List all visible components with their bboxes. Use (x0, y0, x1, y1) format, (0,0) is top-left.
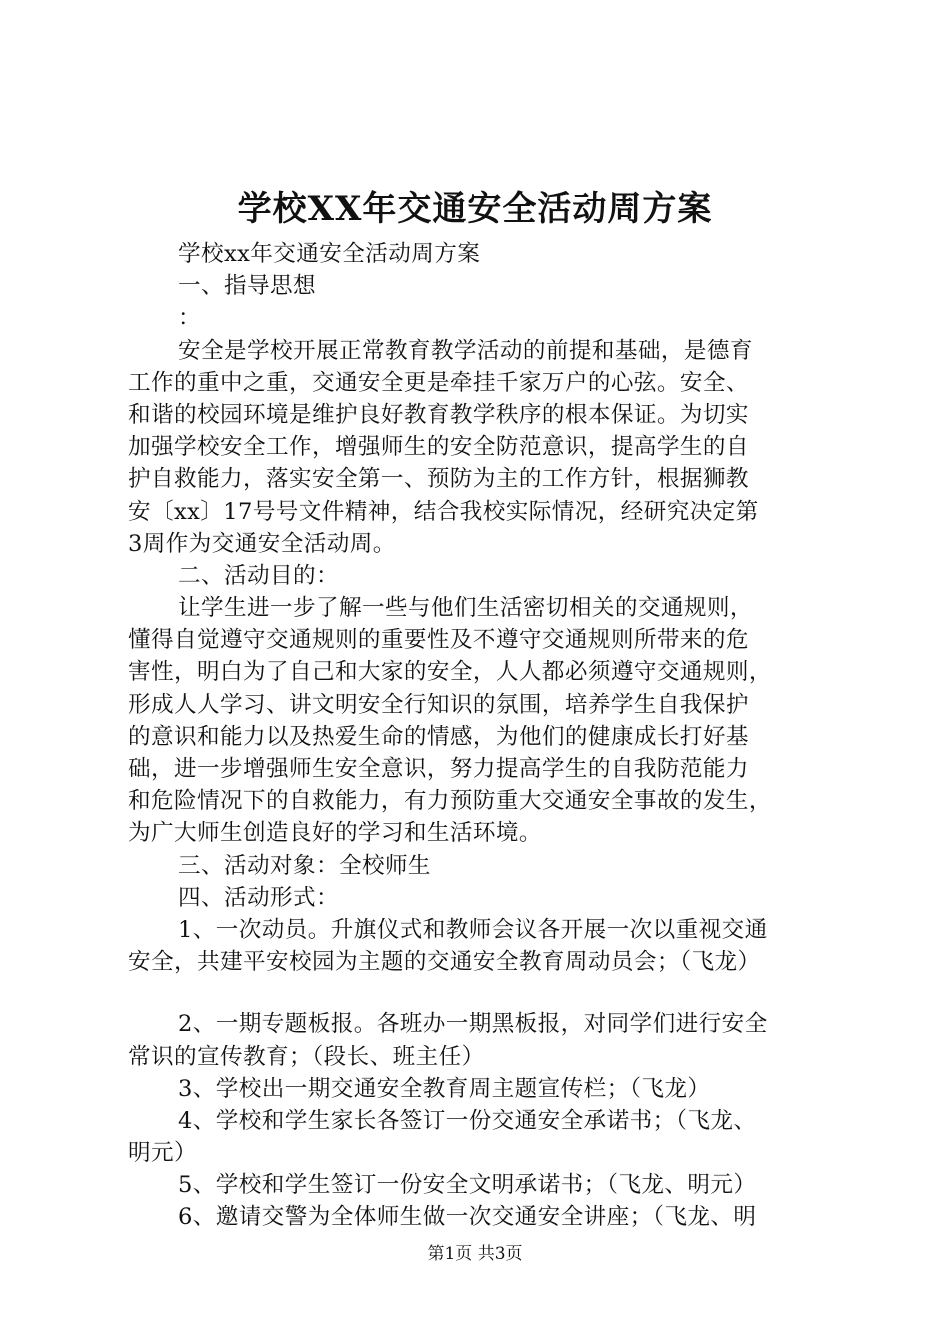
paragraph-line: 3周作为交通安全活动周。 (128, 530, 396, 557)
paragraph-line: 懂得自觉遵守交通规则的重要性及不遵守交通规则所带来的危 (128, 627, 749, 654)
list-item-line: 5、学校和学生签订一份安全文明承诺书；（飞龙、明元） (178, 1172, 757, 1199)
list-item-line: 明元） (128, 1140, 197, 1167)
text-line: ： (178, 305, 201, 332)
section-heading: 四、活动形式： (178, 884, 339, 911)
list-item-line: 安全，共建平安校园为主题的交通安全教育周动员会；（飞龙） (128, 949, 761, 976)
list-item-line: 3、学校出一期交通安全教育周主题宣传栏；（飞龙） (178, 1075, 711, 1102)
paragraph-line: 安〔xx〕17号号文件精神，结合我校实际情况，经研究决定第 (128, 498, 759, 525)
paragraph-line: 让学生进一步了解一些与他们生活密切相关的交通规则， (178, 595, 753, 622)
paragraph-line: 和危险情况下的自救能力，有力预防重大交通安全事故的发生， (128, 788, 772, 815)
paragraph-line: 形成人人学习、讲文明安全行知识的氛围，培养学生自我保护 (128, 691, 749, 718)
paragraph-line: 的意识和能力以及热爱生命的情感，为他们的健康成长打好基 (128, 723, 749, 750)
document-body (128, 238, 828, 1234)
paragraph-line: 护自救能力，落实安全第一、预防为主的工作方针，根据狮教 (128, 466, 749, 493)
section-heading: 二、活动目的： (178, 562, 339, 589)
section-heading: 一、指导思想 (178, 273, 316, 300)
paragraph-line: 工作的重中之重，交通安全更是牵挂千家万户的心弦。安全、 (128, 369, 749, 396)
section-heading: 三、活动对象：全校师生 (178, 852, 431, 879)
blank-line (128, 978, 828, 1008)
subtitle-line: 学校xx年交通安全活动周方案 (178, 241, 481, 267)
page-footer: 第1页 共3页 (427, 1244, 523, 1264)
list-item-line: 6、邀请交警为全体师生做一次交通安全讲座；（飞龙、明 (178, 1204, 757, 1231)
paragraph-line: 为广大师生创造良好的学习和生活环境。 (128, 820, 542, 847)
list-item-line: 1、一次动员。升旗仪式和教师会议各开展一次以重视交通 (178, 916, 768, 943)
paragraph-line: 和谐的校园环境是维护良好教育教学秩序的根本保证。为切实 (128, 401, 749, 428)
paragraph-line: 础，进一步增强师生安全意识，努力提高学生的自我防范能力 (128, 756, 749, 782)
list-item-line: 4、学校和学生家长各签订一份交通安全承诺书；（飞龙、 (178, 1107, 757, 1134)
list-item-line: 2、一期专题板报。各班办一期黑板报，对同学们进行安全 (178, 1011, 768, 1038)
paragraph-line: 害性，明白为了自己和大家的安全，人人都必须遵守交通规则， (128, 659, 772, 686)
paragraph-line: 加强学校安全工作，增强师生的安全防范意识，提高学生的自 (128, 434, 749, 461)
paragraph-line: 安全是学校开展正常教育教学活动的前提和基础，是德育 (178, 337, 753, 364)
list-item-line: 常识的宣传教育；（段长、班主任） (128, 1043, 485, 1070)
document-title: 学校XX年交通安全活动周方案 (237, 189, 713, 229)
